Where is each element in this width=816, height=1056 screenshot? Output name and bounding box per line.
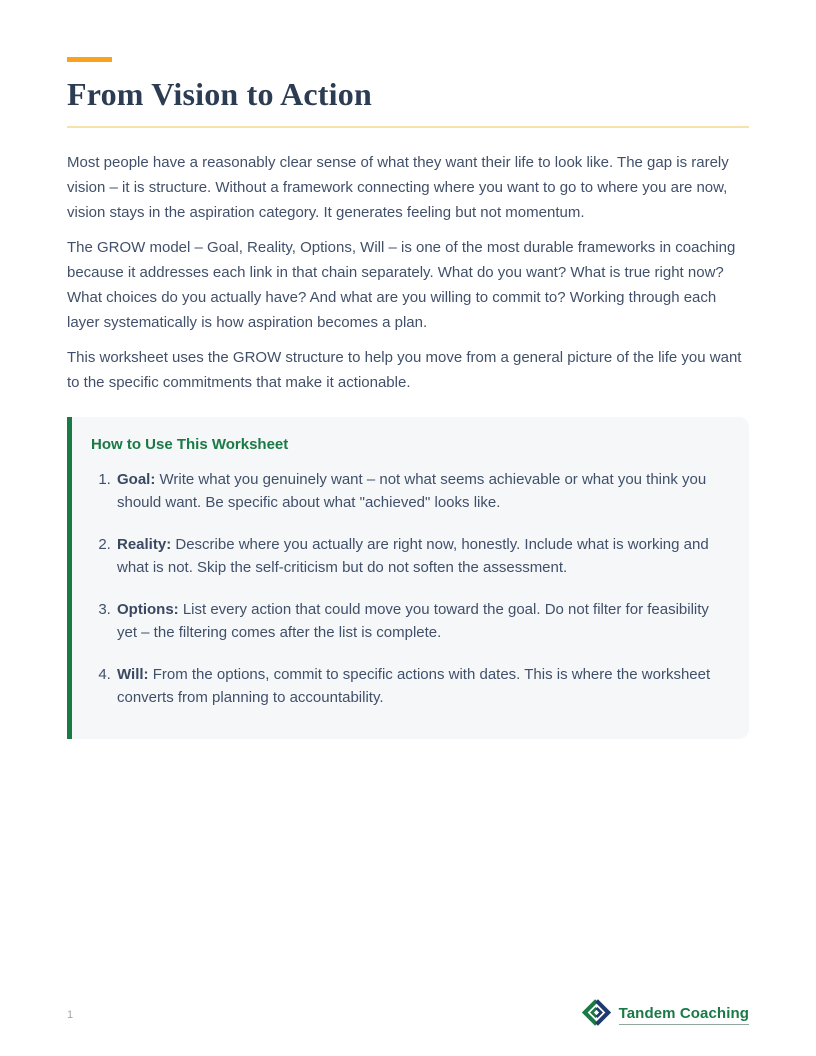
instruction-item	[115, 468, 723, 514]
instruction-term: Options:	[117, 601, 179, 618]
callout-heading: How to Use This Worksheet	[91, 436, 289, 453]
page-footer	[0, 998, 816, 1032]
page-number: 1	[67, 1009, 74, 1021]
intro-paragraph: This worksheet uses the GROW structure to help you move from a general picture of the life you want to the specific commitments that make it actionable.	[67, 349, 742, 391]
instruction-list	[91, 468, 723, 709]
brand-name: Tandem Coaching	[619, 1005, 749, 1025]
intro-paragraph: Most people have a reasonably clear sense of what they want their life to look like. The gap is rarely vision – it is structure. Without a framework connecting where you want to go to where you are now, vision stays in the aspiration category. It generates feeling but not momentum.	[67, 154, 729, 221]
intro-section	[67, 150, 749, 395]
interlocked-diamonds-icon	[582, 998, 611, 1032]
page-title: From Vision to Action	[67, 76, 749, 128]
instruction-text: From the options, commit to specific actions with dates. This is where the worksheet converts from planning to accountability.	[117, 666, 711, 706]
instruction-term: Will:	[117, 666, 149, 683]
instruction-item	[115, 663, 723, 709]
instruction-item	[115, 598, 723, 644]
instruction-term: Reality:	[117, 536, 172, 553]
brand-logo	[582, 998, 749, 1032]
instruction-text: Describe where you actually are right now, honestly. Include what is working and what is not. Skip the self-criticism but do not soften the assessment.	[117, 536, 709, 576]
instruction-item	[115, 533, 723, 579]
intro-paragraph: The GROW model – Goal, Reality, Options, Will – is one of the most durable frameworks in coaching because it addresses each link in that chain separately. What do you want? What is true right now? What choices do you actually have? And what are you willing to commit to? Working through each layer systematically is how aspiration becomes a plan.	[67, 239, 736, 331]
instruction-text: Write what you genuinely want – not what seems achievable or what you think you should want. Be specific about what "achieved" looks like.	[117, 471, 707, 511]
accent-bar	[67, 57, 112, 62]
instruction-text: List every action that could move you toward the goal. Do not filter for feasibility yet – the filtering comes after the list is complete.	[117, 601, 709, 641]
instruction-term: Goal:	[117, 471, 156, 488]
how-to-callout	[67, 417, 749, 739]
page-content	[0, 57, 816, 739]
